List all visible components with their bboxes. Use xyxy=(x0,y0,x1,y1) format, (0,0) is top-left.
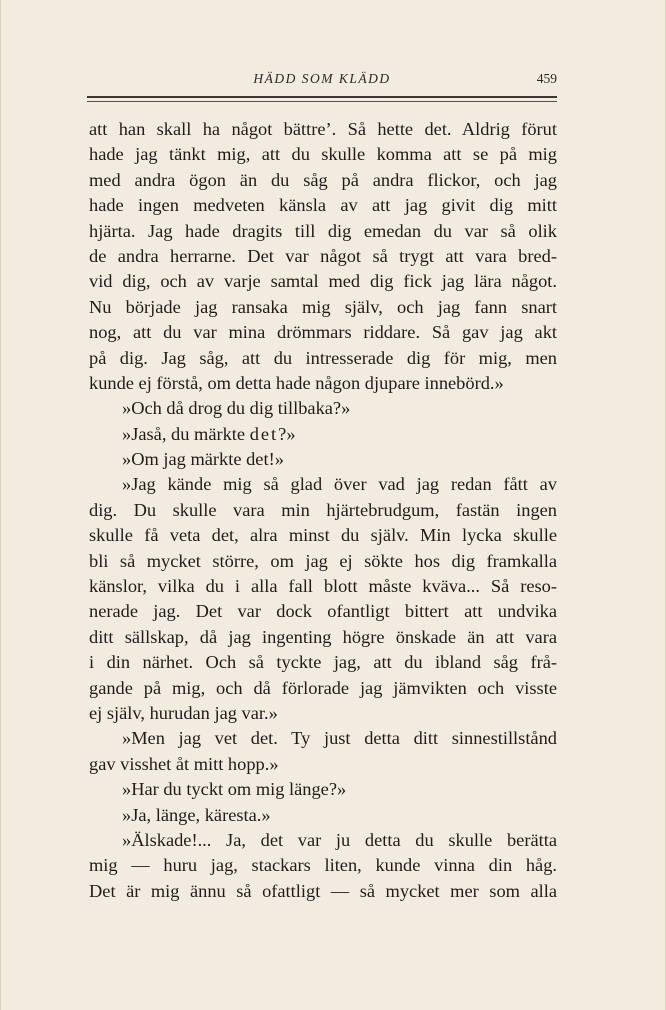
text-line: »Och då drog du dig tillbaka?» xyxy=(122,398,351,419)
text-line: »Har du tyckt om mig länge?» xyxy=(122,779,347,800)
text-line: mig — huru jag, stackars liten, kunde vinna din håg. xyxy=(89,855,557,876)
text-line: kunde ej förstå, om detta hade någon djupare innebörd.» xyxy=(89,372,504,393)
text-line: på dig. Jag såg, att du intresserade dig för mig, men xyxy=(89,347,557,368)
spaced-word: det xyxy=(249,423,279,444)
running-head xyxy=(87,71,557,91)
body-text xyxy=(89,117,557,904)
text-line: hade ingen medveten känsla av att jag givit dig mitt xyxy=(89,195,557,216)
text-line: känslor, vilka du i alla fall blott måste kväva... Så reso- xyxy=(89,576,557,597)
text-line: hade jag tänkt mig, att du skulle komma att se på mig xyxy=(89,144,557,165)
text-line: vid dig, och av varje samtal med dig fick jag lära något. xyxy=(89,271,557,292)
text-line: »Jag kände mig så glad över vad jag redan fått av xyxy=(122,474,557,495)
text-line: skulle få veta det, alra minst du själv. Min lycka skulle xyxy=(89,525,557,546)
text-line: gande på mig, och då förlorade jag jämvikten och visste xyxy=(89,677,557,698)
text-line: gav visshet åt mitt hopp.» xyxy=(89,753,279,774)
text-line: Nu började jag ransaka mig själv, och jag fann snart xyxy=(89,296,557,317)
text-line: Det är mig ännu så ofattligt — så mycket mer som alla xyxy=(89,880,557,901)
text-line: i din närhet. Och så tyckte jag, att du ibland såg frå- xyxy=(89,652,557,673)
text-line: ej själv, hurudan jag var.» xyxy=(89,702,278,723)
text-line: hjärta. Jag hade dragits till dig emedan du var så olik xyxy=(89,220,557,241)
text-line: nog, att du var mina drömmars riddare. Så gav jag akt xyxy=(89,322,557,343)
text-line: bli så mycket större, om jag ej sökte hos dig framkalla xyxy=(89,550,557,571)
text-line: »Om jag märkte det!» xyxy=(122,449,284,470)
text-line: »Jaså, du märkte det?» xyxy=(122,423,296,444)
text-line: de andra herrarne. Det var något så trygt att vara bred- xyxy=(89,245,557,266)
header-rule-thick xyxy=(87,96,557,98)
text-line: ditt sällskap, då jag ingenting högre önskade än att vara xyxy=(89,626,557,647)
text-line: nerade jag. Det var dock ofantligt bittert att undvika xyxy=(89,601,557,622)
page-number: 459 xyxy=(536,71,557,86)
running-head-title: HÄDD SOM KLÄDD xyxy=(253,71,391,86)
header-rule-thin xyxy=(87,101,557,102)
text-line: dig. Du skulle vara min hjärtebrudgum, fastän ingen xyxy=(89,499,557,520)
text-line: »Men jag vet det. Ty just detta ditt sinnestillstånd xyxy=(122,728,557,749)
text-line: »Älskade!... Ja, det var ju detta du skulle berätta xyxy=(122,829,557,850)
text-line: att han skall ha något bättre’. Så hette det. Aldrig förut xyxy=(89,119,557,139)
text-line: med andra ögon än du såg på andra flickor, och jag xyxy=(89,169,557,190)
text-line: »Ja, länge, käresta.» xyxy=(122,804,271,825)
